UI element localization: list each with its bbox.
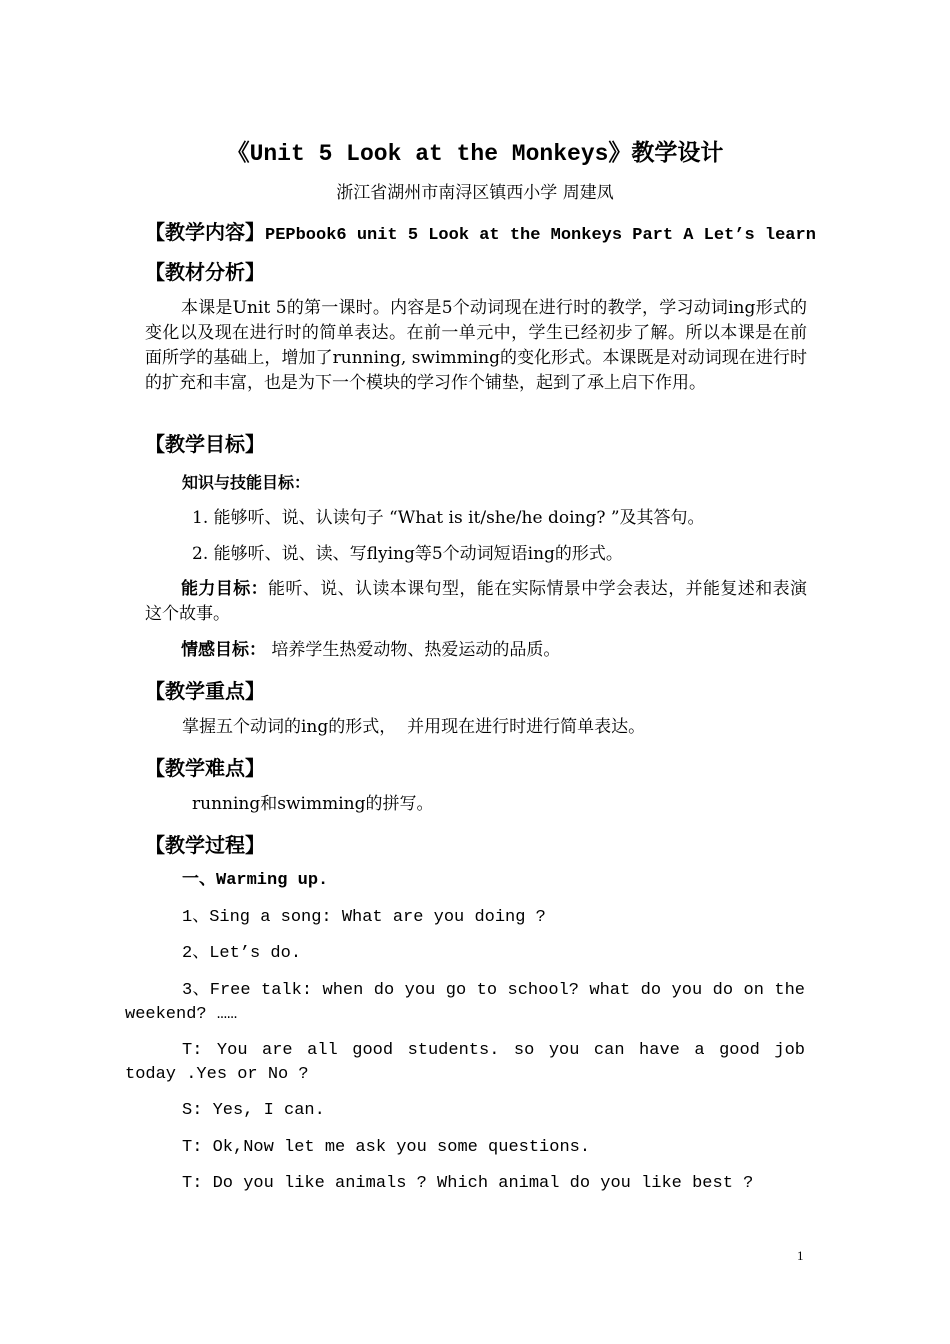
process-heading: 【教学过程】 <box>145 833 265 857</box>
process-line-6: T: Ok,Now let me ask you some questions. <box>182 1138 591 1157</box>
difficulties-heading: 【教学难点】 <box>145 756 265 780</box>
process-line-1: 1、Sing a song: What are you doing ? <box>182 908 546 927</box>
emotion-goal-label: 情感目标： <box>181 640 266 660</box>
author-line: 浙江省湖州市南浔区镇西小学 周建凤 <box>336 183 614 203</box>
knowledge-goal-label: 知识与技能目标： <box>182 473 311 492</box>
ability-goal-label: 能力目标： <box>181 579 268 599</box>
process-line-5: S: Yes, I can. <box>182 1101 325 1120</box>
process-line-4: T: You are all good students. so you can have a good job today .Yes or No ? <box>125 1041 805 1084</box>
key-points-heading: 【教学重点】 <box>145 679 265 703</box>
key-points-text: 掌握五个动词的ing的形式， 并用现在进行时进行简单表达。 <box>182 717 646 737</box>
emotion-goal-text: 培养学生热爱动物、热爱运动的品质。 <box>266 640 561 660</box>
goals-heading: 【教学目标】 <box>145 432 265 456</box>
goal-item-1: 1. 能够听、说、认读句子 “What is it/she/he doing? ”及其答句。 <box>192 508 705 528</box>
analysis-paragraph: 本课是Unit 5的第一课时。内容是5个动词现在进行时的教学，学习动词ing形式的变化以及现在进行时的简单表达。在前一单元中，学生已经初步了解。所以本课是在前面所学的基础上，增加了running, swimming的变化形式。本课既是对动词现在进行时的扩充和丰富，也是为下一个模块的学习作个铺垫，起到了承上启下作用。 <box>145 298 807 393</box>
content-heading: 【教学内容】 <box>145 220 265 244</box>
content-section <box>145 216 816 245</box>
process-line-2: 2、Let’s do. <box>182 944 302 963</box>
document-title: 《Unit 5 Look at the Monkeys》教学设计 <box>226 141 724 167</box>
ability-goal-text: 能听、说、认读本课句型，能在实际情景中学会表达，并能复述和表演这个故事。 <box>145 579 807 624</box>
content-text: PEPbook6 unit 5 Look at the Monkeys Part A Let’s learn <box>265 226 816 245</box>
analysis-heading: 【教材分析】 <box>145 260 265 284</box>
process-line-7: T: Do you like animals ? Which animal do you like best ? <box>182 1174 754 1193</box>
goal-item-2: 2. 能够听、说、读、写flying等5个动词短语ing的形式。 <box>192 544 623 564</box>
page-number: 1 <box>797 1248 804 1263</box>
emotion-goal <box>145 638 807 663</box>
warming-up-step: 一、Warming up. <box>182 871 329 890</box>
ability-goal <box>145 577 807 627</box>
process-line-3: 3、Free talk: when do you go to school? what do you do on the weekend? …… <box>125 981 805 1024</box>
difficulties-text: running和swimming的拼写。 <box>192 794 434 814</box>
